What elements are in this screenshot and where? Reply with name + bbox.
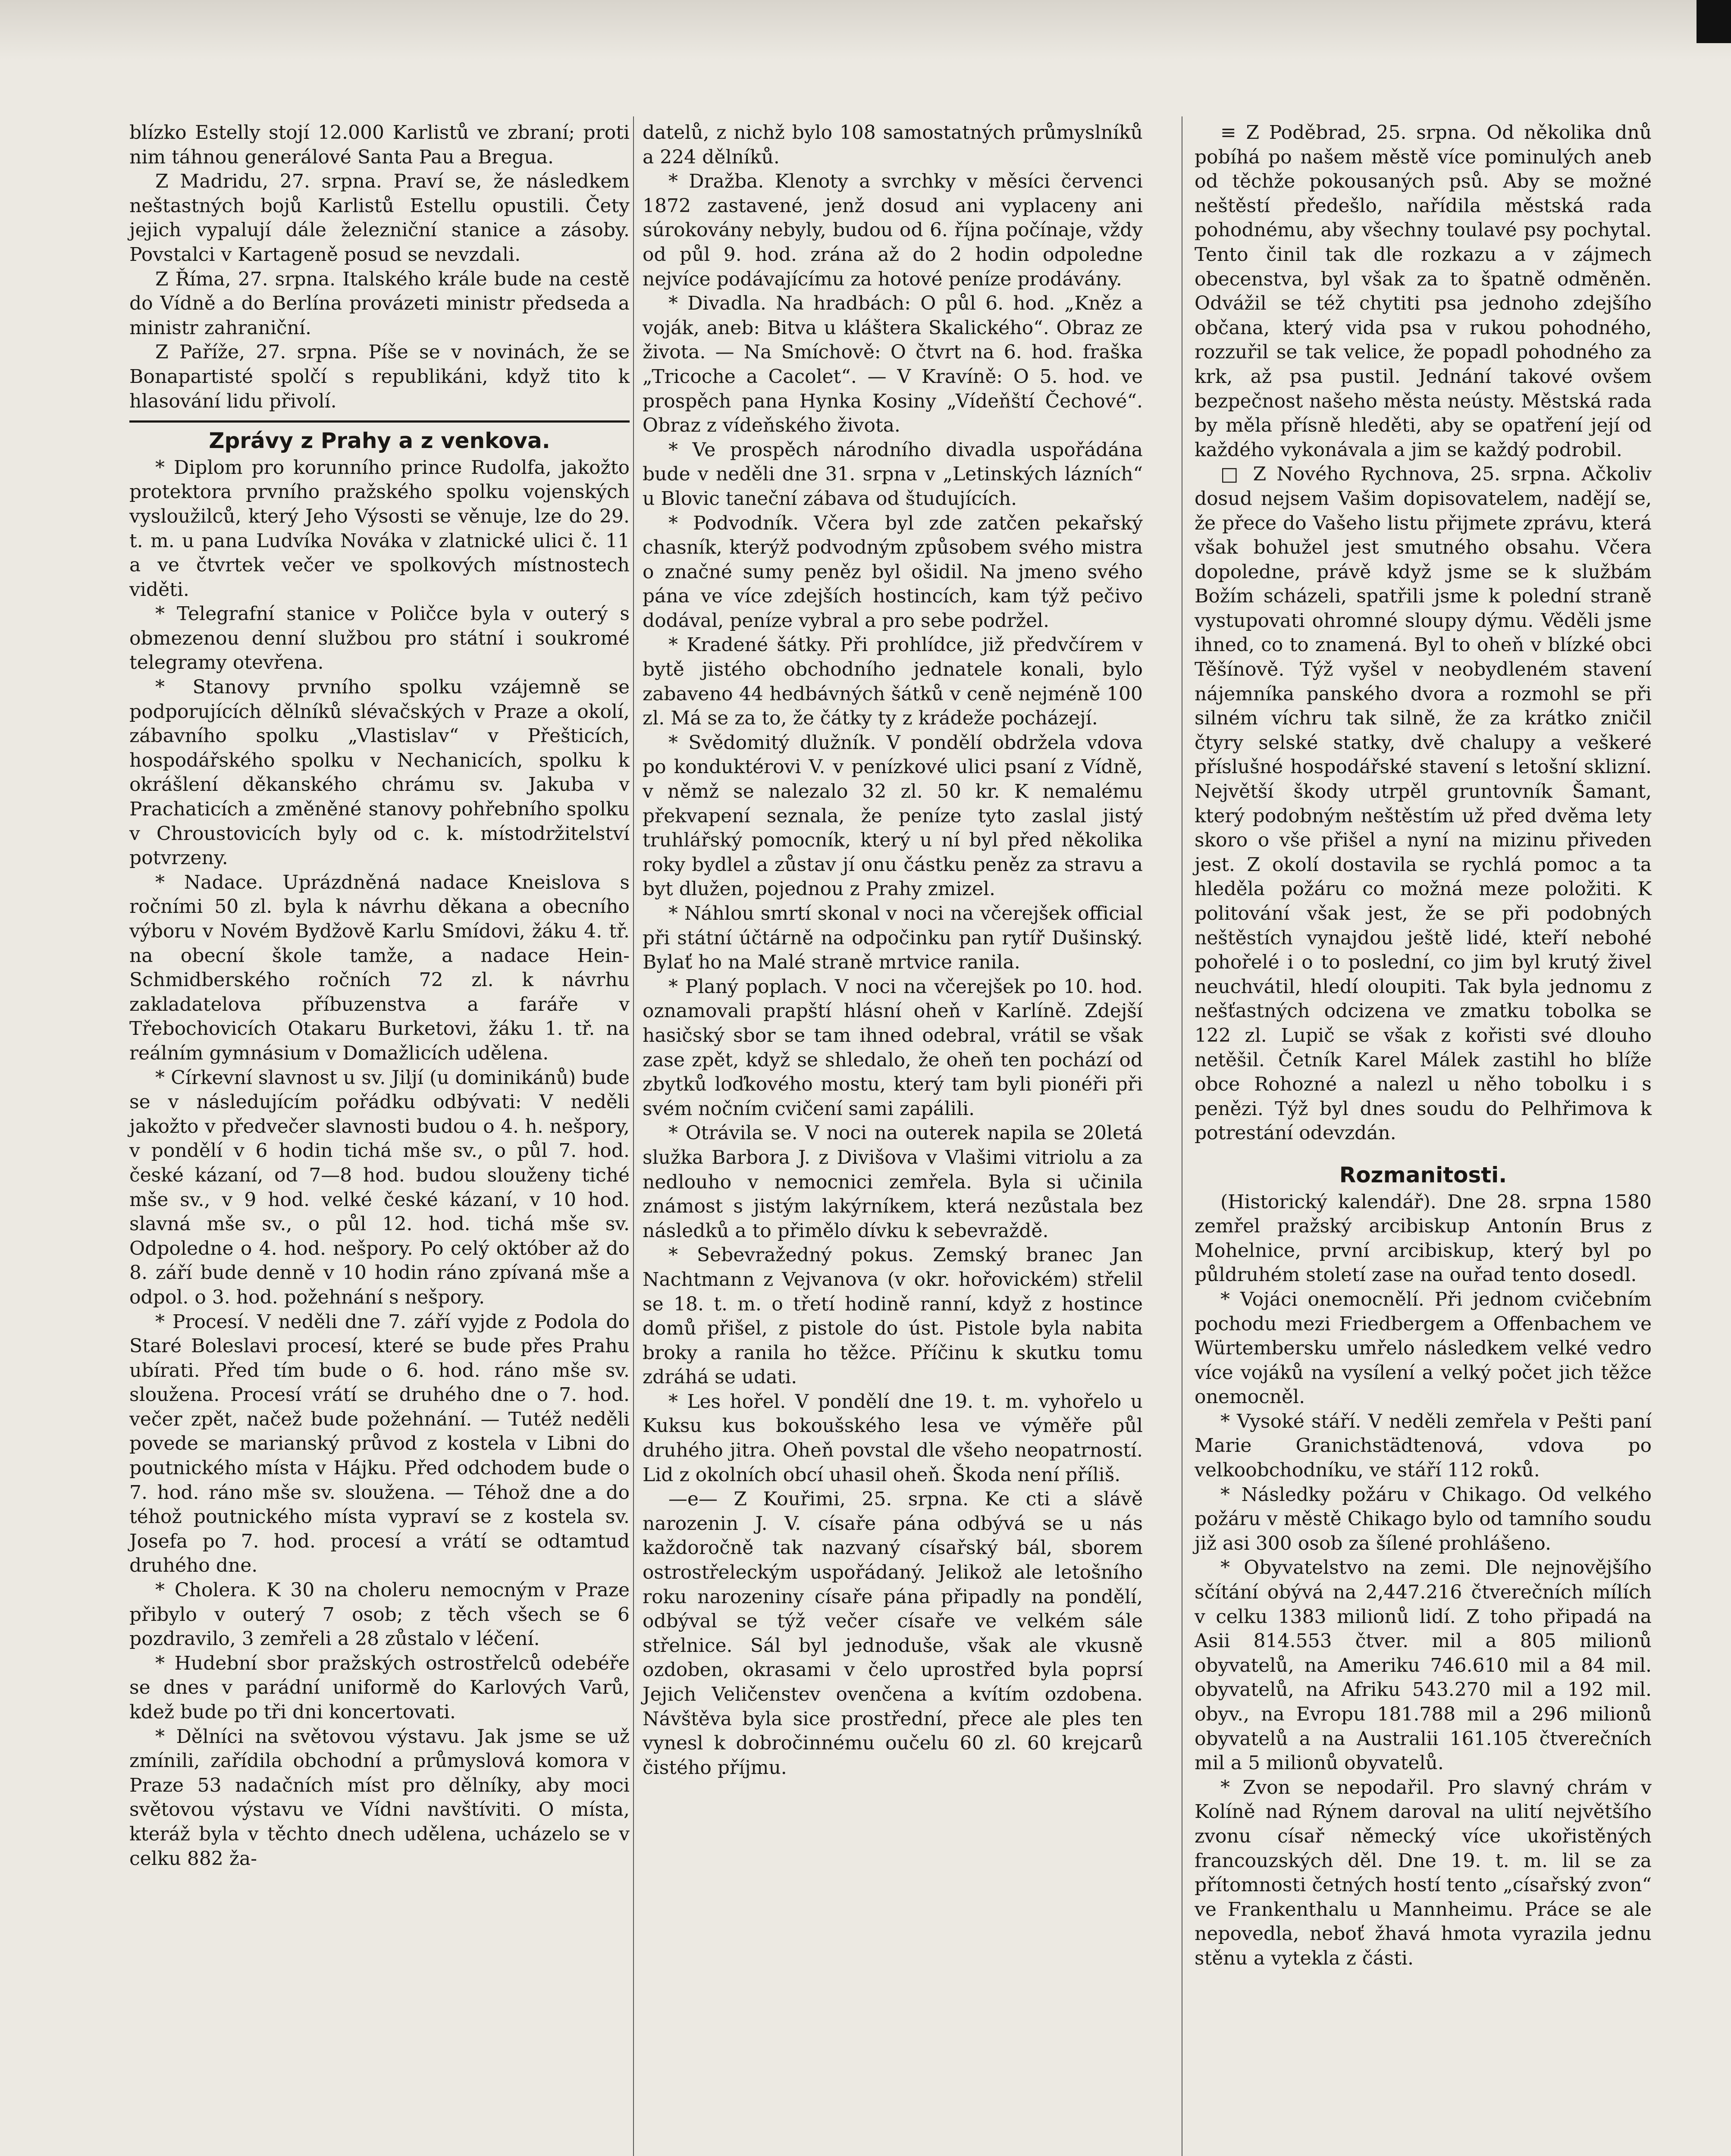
article-text: □ Z Nového Rychnova, 25. srpna. Ačkoliv dosud nejsem Vašim dopisovatelem, nadějí se, že přece do Vašeho listu přijmete zprávu, která však bohužel jest smutného obsahu. Včera dopoledne, právě když jsme se k službám Božím scházeli, spatřili jsme k polední straně vystupovati ohromné sloupy dýmu. Věděli jsme ihned, co to znamená. Byl to oheň v blízké obci Těšínově. Týž vyšel v neobydleném stavení nájemníka panského dvora a rozmohl se při silném víchru tak silně, že za krátko zničil čtyry selské statky, dvě chalupy a veškeré příslušné hospodářské stavení s letošní sklizní. Největší škody utrpěl gruntovník Šamant, který podobným neštěstím už před dvěma lety skoro o vše přišel a nyní na mizinu přiveden jest. Z okolí dostavila se rychlá pomoc a ta hleděla požáru co možná meze položiti. K politování však jest, že se při podobných neštěstích vynajdou ještě lidé, kteří nebohé pohořelé i o to poslední, co jim byl krutý živel neuchvátil, hledí oloupiti. Tak byla jednomu z nešťastných odcizena ve zmatku tobolka se 122 zl. Lupič se však z kořisti své dlouho netěšil. Četník Karel Málek zastihl ho blíže obce Rohozné a nalezl u něho tobolku i s penězi. Týž byl dnes soudu do Pelhřimova k potrestání odevzdán. — [1195, 463, 1652, 1144]
article-text: ≡ Z Poděbrad, 25. srpna. Od několika dnů pobíhá po našem městě více pominulých aneb od těchže pokousaných psů. Aby se možné neštěstí předešlo, nařídila městská rada pohodnému, aby všechny toulavé psy pochytal. Tento činil tak dle rozkazu a v zájmech obecenstva, byl však za to špatně odměněn. Odvážil se též chytiti psa jednoho zdejšího občana, který vida psa v rukou pohodného, rozzuřil se tak velice, že popadl pohodného za krk, až psa pustil. Jednání takové ovšem bezpečnost našeho města neústy. Městská rada by měla přísně hleděti, aby se opatření její od každého vykonávala a jim se každý podrobil. — [1195, 122, 1652, 461]
article-text: * Ve prospěch národního divadla uspořádána bude v neděli dne 31. srpna v „Letinských lázních“ u Blovic taneční zábava od študujících. — [643, 439, 1143, 510]
article-text: * Otrávila se. V noci na outerek napila se 20letá služka Barbora J. z Divišova v Vlašimi vitriolu a za nedlouho v nemocnici zemřela. Byla si učinila známost s jistým lakýrníkem, která nezůstala bez následků a to přimělo dívku k sebevraždě. — [643, 1122, 1143, 1242]
article-text: * Dražba. Klenoty a svrchky v měsíci červenci 1872 zastavené, jenž dosud ani vyplaceny ani súrokovány nebyly, budou od 6. října počínaje, vždy od půl 9. hod. zrána až do 2 hodin odpoledne nejvíce podávajícímu za hotové peníze prodávány. — [643, 170, 1143, 290]
section-headline: Rozmanitosti. — [1339, 1162, 1507, 1188]
scan-margin — [0, 0, 1731, 60]
article-text: * Les hořel. V pondělí dne 19. t. m. vyhořelo u Kuksu kus bokoušského lesa ve výměře půl druhého jitra. Oheň povstal dle všeho neopatrností. Lid z okolních obcí uhasil oheň. Škoda není příliš. — [643, 1390, 1143, 1486]
article-text: * Následky požáru v Chikago. Od velkého požáru v městě Chikago bylo od tamního soudu již asi 300 osob za šílené prohlášeno. — [1195, 1483, 1652, 1554]
article-text: * Dělníci na světovou výstavu. Jak jsme se už zmínili, zařídila obchodní a průmyslová komora v Praze 53 nadačních míst pro dělníky, aby moci světovou výstavu ve Vídni navštíviti. O místa, kteráž byla v těchto dnech udělena, ucházelo se v celku 882 ža- — [129, 1725, 630, 1870]
article-text: * Náhlou smrtí skonal v noci na včerejšek official při státní účtárně na odpočinku pan rytíř Dušinský. Bylať ho na Malé straně mrtvice ranila. — [643, 903, 1143, 974]
section-headline: Zprávy z Prahy a z venkova. — [209, 428, 550, 454]
column-divider — [633, 116, 634, 2156]
scan-corner-mark — [1697, 0, 1731, 43]
article-text: * Cholera. K 30 na choleru nemocným v Praze přibylo v outerý 7 osob; z těch všech se 6 pozdravilo, 3 zemřeli a 28 zůstalo v léčení. — [129, 1579, 630, 1650]
article-text: * Svědomitý dlužník. V pondělí obdržela vdova po konduktérovi V. v penízkové ulici psaní z Vídně, v němž se nalezalo 32 zl. 50 kr. K nemalému překvapení seznala, že peníze tyto zaslal jistý truhlářský pomocník, který u ní byl před několika roky bydlel a zůstav jí onu částku peněz za stravu a byt dlužen, pojednou z Prahy zmizel. — [643, 731, 1143, 900]
article-text: * Kradené šátky. Při prohlídce, již předvčírem v bytě jistého obchodního jednatele konali, bylo zabaveno 44 hedbávných šátků v ceně nejméně 100 zl. Má se za to, že čátky ty z krádeže pocházejí. — [643, 634, 1143, 730]
article-text: * Telegrafní stanice v Poličce byla v outerý s obmezenou denní službou pro státní i soukromé telegramy otevřena. — [129, 603, 630, 674]
article-text: * Podvodník. Včera byl zde zatčen pekařský chasník, kterýž podvodným způsobem svého mistra o značné sumy peněz byl ošidil. Na jmeno svého pána ve více zdejších hostincích, kam týž pečivo dodával, peníze vybral a pro sebe podržel. — [643, 512, 1143, 632]
column-3 — [1195, 121, 1652, 1971]
article-text: Z Paříže, 27. srpna. Píše se v novinách, že se Bonapartisté spolčí s republikáni, když tito k hlasování lidu přivolí. — [129, 341, 630, 412]
article-text: * Nadace. Uprázdněná nadace Kneislova s ročními 50 zl. byla k návrhu děkana a obecního výboru v Novém Bydžově Karlu Smídovi, žáku 4. tř. na obecní škole tamže, a nadace Hein-Schmidberského ročních 72 zl. k návrhu zakladatelova příbuzenstva a faráře v Třebochovicích Otakaru Burketovi, žáku 1. tř. na reálním gymnásium v Domažlicích udělena. — [129, 871, 630, 1064]
article-text: * Vojáci onemocnělí. Při jednom cvičebním pochodu mezi Friedbergem a Offenbachem ve Würtembersku umřelo následkem velké vedro více vojáků na vysílení a velký počet jich těžce onemocněl. — [1195, 1288, 1652, 1408]
article-text: * Sebevražedný pokus. Zemský branec Jan Nachtmann z Vejvanova (v okr. hořovickém) střelil se 18. t. m. o třetí hodině ranní, když z hostince domů přišel, z pistole do úst. Pistole byla nabita broky a ranila ho těžce. Příčinu k skutku tomu zdráhá se udati. — [643, 1244, 1143, 1388]
article-text: * Stanovy prvního spolku vzájemně se podporujících dělníků slévačských v Praze a okolí, zábavního spolku „Vlastislav“ v Přešticích, hospodářského spolku v Nechanicích, spolku k okrášlení děkanského chrámu sv. Jakuba v Prachaticích a změněné stanovy pohřebního spolku v Chroustovicích byly od c. k. místodržitelství potvrzeny. — [129, 676, 630, 869]
article-text: (Historický kalendář). Dne 28. srpna 1580 zemřel pražský arcibiskup Antonín Brus z Mohelnice, první arcibiskup, který byl po půldruhém století zase na ouřad tento dosedl. — [1195, 1191, 1652, 1286]
section-rule — [129, 420, 630, 423]
article-text: blízko Estelly stojí 12.000 Karlistů ve zbraní; proti nim táhnou generálové Santa Pau a Bregua. — [129, 122, 630, 168]
article-text: * Planý poplach. V noci na včerejšek po 10. hod. oznamovali prapští hlásní oheň v Karlíně. Zdejší hasičský sbor se tam ihned odebral, vrátil se však zase zpět, když se shledalo, že oheň ten pochází od zbytků loďkového mostu, který tam byli pionéři při svém nočním cvičení sami zapálili. — [643, 975, 1143, 1120]
article-text: * Vysoké stáří. V neděli zemřela v Pešti paní Marie Granichstädtenová, vdova po velkoobchodníku, ve stáří 112 roků. — [1195, 1410, 1652, 1482]
article-text: * Procesí. V neděli dne 7. září vyjde z Podola do Staré Boleslavi procesí, které se bude přes Prahu ubírati. Před tím bude o 6. hod. ráno mše sv. sloužena. Procesí vrátí se druhého dne o 7. hod. večer zpět, načež bude požehnání. — Tutéž neděli povede se marianský průvod z kostela v Libni do poutnického místa v Hájku. Před odchodem bude o 7. hod. ráno mše sv. sloužena. — Téhož dne a do téhož poutnického místa vypraví se z kostela sv. Josefa po 7. hod. procesí a vrátí se odtamtud druhého dne. — [129, 1310, 630, 1577]
article-text: * Církevní slavnost u sv. Jiljí (u dominikánů) bude se v následujícím pořádku odbývati: V neděli jakožto v předvečer slavnosti budou o 4. h. nešpory, v pondělí v 6 hodin tichá mše sv., o půl 7. hod. české kázaní, od 7—8 hod. budou slouženy tiché mše sv., v 9 hod. velké české kázaní, v 10 hod. slavná mše sv., o půl 12. hod. tichá mše sv. Odpoledne o 4. hod. nešpory. Po celý október až do 8. září bude denně v 10 hodin ráno zpívaná mše a odpol. o 3. hod. požehnání s nešpory. — [129, 1066, 630, 1308]
article-text: * Obyvatelstvo na zemi. Dle nejnovějšího sčítání obývá na 2,447.216 čtverečních mílích v celku 1383 milionů lidí. Z toho připadá na Asii 814.553 čtver. mil a 805 milionů obyvatelů, na Ameriku 746.610 mil a 84 mil. obyvatelů, na Afriku 543.270 mil a 192 mil. obyv., na Evropu 181.788 mil a 296 milionů obyvatelů a na Australii 161.105 čtverečních mil a 5 milionů obyvatelů. — [1195, 1557, 1652, 1774]
column-2 — [643, 121, 1143, 1780]
article-text: Z Madridu, 27. srpna. Praví se, že následkem neštastných bojů Karlistů Estellu opustili. Čety jejich vypalují dále železniční stanice a zásoby. Povstalci v Kartageně posud se nevzdali. — [129, 170, 630, 266]
column-1 — [129, 121, 630, 1871]
article-text: datelů, z nichž bylo 108 samostatných průmyslníků a 224 dělníků. — [643, 122, 1143, 168]
article-text: * Divadla. Na hradbách: O půl 6. hod. „Kněz a voják, aneb: Bitva u kláštera Skalického“. Obraz ze života. — Na Smíchově: O čtvrt na 6. hod. fraška „Tricoche a Cacolet“. — V Kravíně: O 5. hod. ve prospěch pana Hynka Kosiny „Vídeňští Čechové“. Obraz z vídeňského života. — [643, 292, 1143, 437]
article-text: * Diplom pro korunního prince Rudolfa, jakožto protektora prvního pražského spolku vojenských vysloužilců, který Jeho Výsosti se věnuje, lze do 29. t. m. u pana Ludvíka Nováka v zlatnické ulici č. 11 a ve čtvrtek večer ve spolkových místnostech viděti. — [129, 456, 630, 601]
article-text: * Hudební sbor pražských ostrostřelců odebéře se dnes v parádní uniformě do Karlových Varů, kdež bude po tři dni koncertovati. — [129, 1652, 630, 1723]
article-text: Z Říma, 27. srpna. Italského krále bude na cestě do Vídně a do Berlína provázeti ministr předseda a ministr zahraniční. — [129, 268, 630, 339]
article-text: —e— Z Kouřimi, 25. srpna. Ke cti a slávě narozenin J. V. císaře pána odbývá se u nás každoročně tak nazvaný císařský bál, sborem ostrostřeleckým uspořádaný. Jelikož ale letošního roku narozeniny císaře pána připadly na pondělí, odbýval se týž večer císaře ve velkém sále střelnice. Sál byl jednoduše, však ale vkusně ozdoben, okrasami v čelo uprostřed byla poprsí Jejich Veličenstev ovenčena a kvítím ozdobena. Návštěva byla sice prostřední, přece ale ples ten vynesl k dobročinnému oučelu 60 zl. 60 krejcarů čistého příjmu. — [643, 1488, 1143, 1779]
article-text: * Zvon se nepodařil. Pro slavný chrám v Kolíně nad Rýnem daroval na ulití největšího zvonu císař německý více ukořistěných francouzských děl. Dne 19. t. m. lil se za přítomnosti četných hostí tento „císařský zvon“ ve Frankenthalu u Mannheimu. Práce se ale nepovedla, neboť žhavá hmota vyrazila jednu stěnu a vytekla z části. — [1195, 1776, 1652, 1969]
